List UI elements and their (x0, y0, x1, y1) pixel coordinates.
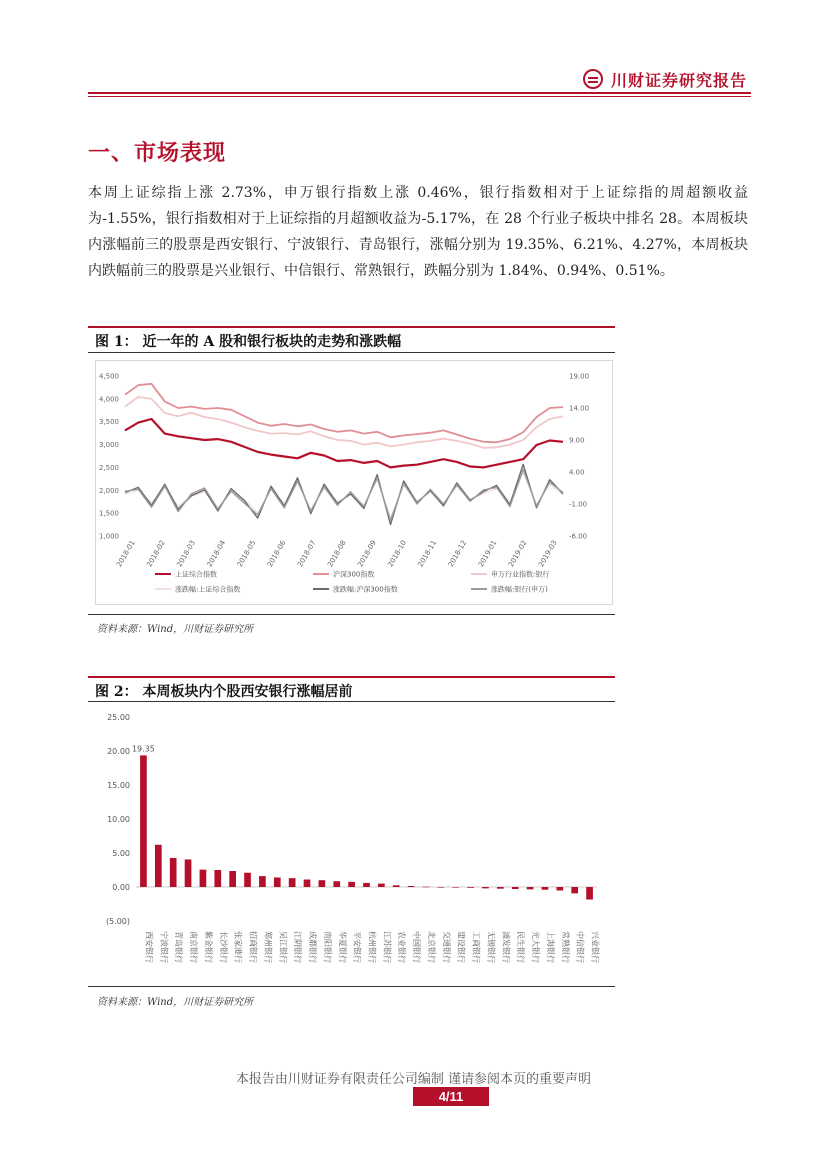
bar-南京银行 (185, 859, 192, 887)
section-title: 一、市场表现 (88, 140, 227, 166)
bar-浦发银行 (497, 887, 504, 889)
bar-张家港行 (229, 871, 236, 887)
bar-江阴银行 (289, 878, 296, 887)
bar-农业银行 (393, 885, 400, 887)
x-category-label: 工商银行 (471, 931, 481, 963)
x-category-label: 江阴银行 (293, 931, 303, 963)
x-category-label: 杭州银行 (367, 931, 377, 963)
x-category-label: 常熟银行 (560, 931, 570, 963)
x-tick-label: 2019-01 (476, 539, 499, 569)
bar-吴江银行 (274, 877, 281, 887)
series-line-1 (125, 419, 563, 467)
y-right-tick-label: 9.00 (569, 436, 585, 445)
x-tick-label: 2019-03 (537, 539, 559, 569)
figure2-source: 资料来源：Wind，川财证券研究所 (97, 997, 254, 1008)
y-right-tick-label: 14.00 (569, 404, 590, 413)
y-tick-label: 25.00 (107, 713, 130, 722)
legend-label: 涨跌幅:银行(申万) (491, 585, 548, 594)
x-category-label: 北京银行 (426, 931, 436, 963)
x-category-label: 光大银行 (531, 931, 541, 963)
figure1-source: 资料来源：Wind，川财证券研究所 (97, 624, 254, 635)
figure2-top-rule (88, 676, 615, 678)
legend-label: 申万行业指数:银行 (491, 570, 550, 579)
chart1-frame (96, 361, 613, 605)
x-tick-label: 2018-12 (446, 539, 469, 569)
bar-郑州银行 (259, 876, 266, 887)
x-category-label: 长沙银行 (218, 931, 228, 963)
x-category-label: 平安银行 (352, 931, 362, 963)
x-category-label: 南京银行 (189, 931, 199, 963)
legend-label: 上证综合指数 (175, 570, 217, 579)
figure1-top-rule (88, 326, 615, 328)
bar-建设银行 (452, 887, 459, 888)
figure1-title-rule (88, 352, 615, 353)
header-rule-thin (88, 96, 751, 97)
bar-青岛银行 (170, 858, 177, 887)
x-category-label: 建设银行 (456, 931, 466, 963)
y-tick-label: 20.00 (107, 747, 130, 756)
figure2-bottom-rule (88, 986, 615, 987)
series-line-6 (125, 469, 563, 520)
x-category-label: 贵阳银行 (322, 931, 332, 963)
figure2-bar-chart (92, 705, 612, 985)
x-tick-label: 2018-03 (175, 539, 198, 569)
bar-上海银行 (542, 887, 549, 890)
figure2-title-rule (88, 701, 615, 702)
legend-label: 涨跌幅:沪深300指数 (333, 585, 398, 594)
bar-北京银行 (423, 887, 430, 888)
bar-成都银行 (304, 880, 311, 887)
x-tick-label: 2018-09 (356, 539, 378, 569)
x-category-label: 中信银行 (575, 931, 585, 963)
bar-工商银行 (467, 887, 474, 888)
y-tick-label: (5.00) (105, 917, 130, 926)
brand-title: 川财证券研究报告 (611, 70, 748, 90)
x-category-label: 浦发银行 (501, 931, 511, 963)
y-right-tick-label: -6.00 (569, 532, 588, 541)
bar-平安银行 (348, 882, 355, 887)
x-tick-label: 2019-02 (507, 539, 529, 569)
y-tick-label: 10.00 (107, 815, 130, 824)
x-category-label: 吴江银行 (278, 931, 288, 963)
x-tick-label: 2018-01 (115, 539, 137, 569)
bar-光大银行 (527, 887, 534, 889)
x-category-label: 成都银行 (308, 931, 318, 963)
bar-交通银行 (438, 887, 445, 888)
y-right-tick-label: -1.00 (569, 500, 588, 509)
figure1-title: 图 1： 近一年的 A 股和银行板块的走势和涨跌幅 (95, 334, 402, 350)
bar-兴业银行 (586, 887, 593, 900)
figure1-line-chart (95, 360, 613, 605)
figure1-bottom-rule (88, 614, 615, 615)
y-tick-label: 5.00 (112, 849, 130, 858)
bar-江苏银行 (378, 884, 385, 887)
bar-中国银行 (408, 886, 415, 887)
bar-贵阳银行 (319, 880, 326, 887)
x-category-label: 民生银行 (516, 931, 526, 963)
bar-招商银行 (244, 873, 251, 887)
x-category-label: 青岛银行 (174, 931, 184, 963)
bar-长沙银行 (214, 870, 221, 887)
x-category-label: 江苏银行 (382, 931, 392, 963)
brand-logo-icon (583, 69, 603, 89)
bar-data-label: 19.35 (131, 744, 155, 754)
y-tick-label: 0.00 (112, 883, 130, 892)
x-tick-label: 2018-04 (205, 539, 228, 569)
x-category-label: 上海银行 (545, 931, 555, 963)
report-brand (583, 68, 747, 90)
y-tick-label: 15.00 (107, 781, 130, 790)
y-right-tick-label: 4.00 (569, 468, 585, 477)
y-left-tick-label: 1,000 (98, 532, 119, 541)
x-tick-label: 2018-10 (386, 539, 409, 569)
x-tick-label: 2018-05 (235, 539, 258, 569)
bar-中信银行 (571, 887, 578, 893)
x-category-label: 西安银行 (144, 931, 154, 963)
bar-民生银行 (512, 887, 519, 889)
series-line-3 (125, 397, 563, 448)
page-number: 4/11 (413, 1087, 489, 1106)
y-left-tick-label: 4,000 (98, 395, 119, 404)
header-rule (88, 92, 751, 94)
bar-无锡银行 (482, 887, 489, 888)
y-left-tick-label: 4,500 (98, 372, 119, 381)
x-category-label: 中国银行 (412, 931, 422, 963)
y-left-tick-label: 2,000 (98, 486, 119, 495)
bar-杭州银行 (363, 883, 370, 887)
x-category-label: 交通银行 (441, 931, 451, 963)
x-category-label: 郑州银行 (263, 931, 273, 963)
x-tick-label: 2018-11 (416, 539, 439, 569)
x-category-label: 紫金银行 (203, 931, 213, 963)
y-right-tick-label: 19.00 (569, 372, 590, 381)
market-summary-paragraph (88, 180, 748, 284)
bar-西安银行 (140, 755, 147, 887)
footer-disclaimer: 本报告由川财证券有限责任公司编制 谨请参阅本页的重要声明 (235, 1072, 592, 1087)
x-category-label: 农业银行 (397, 931, 407, 963)
bar-常熟银行 (556, 887, 563, 890)
x-tick-label: 2018-06 (265, 539, 288, 569)
x-category-label: 华夏银行 (337, 931, 347, 963)
x-category-label: 无锡银行 (486, 931, 496, 963)
figure2-title: 图 2： 本周板块内个股西安银行涨幅居前 (95, 684, 353, 700)
x-category-label: 兴业银行 (590, 931, 600, 963)
x-category-label: 招商银行 (248, 931, 258, 963)
bar-宁波银行 (155, 845, 162, 887)
paragraph-text: 本周上证综指上涨 2.73%，申万银行指数上涨 0.46%，银行指数相对于上证综指的周超额收益为-1.55%，银行指数相对于上证综指的月超额收益为-5.17%，在 28 个行业子板块中排名 28。本周板块内涨幅前三的股票是西安银行、宁波银行、青岛银行，涨幅分别为 19.35%、6.21%、4.27%，本周板块内跌幅前三的股票是兴业银行、中信银行、常熟银行，跌幅分别为 1.84%、0.94%、0.51%。 (88, 185, 748, 279)
y-left-tick-label: 3,500 (98, 418, 119, 427)
x-category-label: 张家港行 (233, 931, 243, 963)
x-tick-label: 2018-07 (296, 539, 318, 569)
x-tick-label: 2018-02 (145, 539, 167, 569)
legend-label: 沪深300指数 (333, 570, 375, 579)
x-tick-label: 2018-08 (326, 539, 348, 569)
legend-label: 涨跌幅:上证综合指数 (175, 585, 241, 594)
bar-紫金银行 (200, 870, 207, 887)
y-left-tick-label: 1,500 (98, 509, 119, 518)
y-left-tick-label: 2,500 (98, 463, 119, 472)
y-left-tick-label: 3,000 (98, 441, 119, 450)
x-category-label: 宁波银行 (159, 931, 169, 963)
bar-华夏银行 (333, 881, 340, 887)
